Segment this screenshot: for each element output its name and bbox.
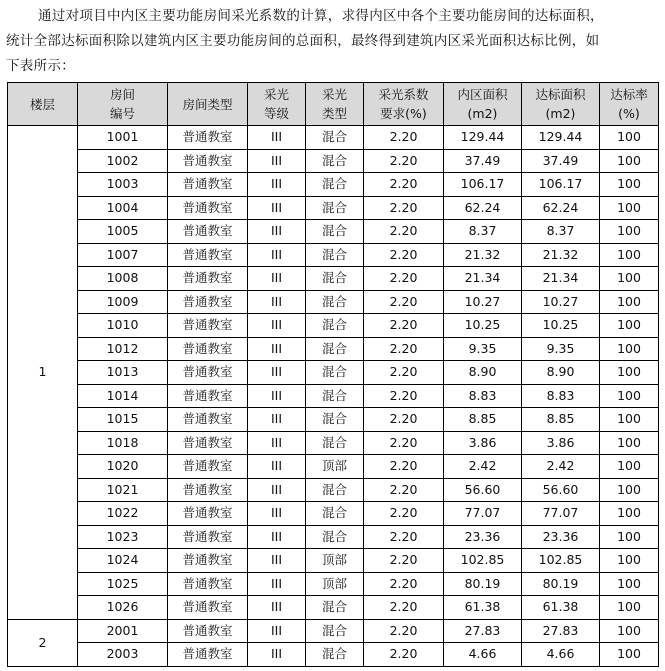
compliance-rate-cell: 100 [600,267,659,291]
compliance-rate-cell: 100 [600,337,659,361]
compliant-area-cell: 8.85 [522,408,600,432]
daylight-grade-cell: III [248,267,306,291]
inner-area-cell: 62.24 [444,196,522,220]
room-type-cell: 普通教室 [168,196,248,220]
requirement-cell: 2.20 [364,478,444,502]
inner-area-cell: 9.35 [444,337,522,361]
header-room-number: 房间 编号 [78,83,168,126]
requirement-cell: 2.20 [364,220,444,244]
daylight-grade-cell: III [248,619,306,643]
table-row [8,243,659,267]
daylight-type-cell: 混合 [306,643,364,667]
table-row [8,290,659,314]
compliant-area-cell: 62.24 [522,196,600,220]
daylight-type-cell: 混合 [306,290,364,314]
compliance-rate-cell: 100 [600,408,659,432]
requirement-cell: 2.20 [364,384,444,408]
requirement-cell: 2.20 [364,596,444,620]
table-row [8,149,659,173]
room-type-cell: 普通教室 [168,478,248,502]
daylight-type-cell: 混合 [306,173,364,197]
compliance-rate-cell: 100 [600,173,659,197]
compliant-area-cell: 23.36 [522,525,600,549]
inner-area-cell: 129.44 [444,126,522,150]
compliance-rate-cell: 100 [600,549,659,573]
header-daylight-requirement: 采光系数 要求(%) [364,83,444,126]
table-row [8,478,659,502]
requirement-cell: 2.20 [364,361,444,385]
table-row [8,619,659,643]
floor-cell: 2 [8,619,78,666]
requirement-cell: 2.20 [364,314,444,338]
daylight-grade-cell: III [248,596,306,620]
compliant-area-cell: 4.66 [522,643,600,667]
header-daylight-type: 采光 类型 [306,83,364,126]
compliance-rate-cell: 100 [600,196,659,220]
room-number-cell: 1005 [78,220,168,244]
compliant-area-cell: 21.32 [522,243,600,267]
daylight-type-cell: 顶部 [306,572,364,596]
inner-area-cell: 37.49 [444,149,522,173]
requirement-cell: 2.20 [364,619,444,643]
room-type-cell: 普通教室 [168,126,248,150]
daylight-grade-cell: III [248,290,306,314]
inner-area-cell: 102.85 [444,549,522,573]
compliance-rate-cell: 100 [600,314,659,338]
requirement-cell: 2.20 [364,196,444,220]
table-row [8,455,659,479]
compliance-rate-cell: 100 [600,619,659,643]
daylight-type-cell: 混合 [306,361,364,385]
compliance-rate-cell: 100 [600,361,659,385]
requirement-cell: 2.20 [364,643,444,667]
table-row [8,361,659,385]
room-type-cell: 普通教室 [168,408,248,432]
inner-area-cell: 8.90 [444,361,522,385]
room-number-cell: 1001 [78,126,168,150]
room-number-cell: 2001 [78,619,168,643]
table-row [8,431,659,455]
inner-area-cell: 23.36 [444,525,522,549]
table-row [8,314,659,338]
room-type-cell: 普通教室 [168,267,248,291]
room-number-cell: 1021 [78,478,168,502]
compliant-area-cell: 3.86 [522,431,600,455]
room-type-cell: 普通教室 [168,220,248,244]
daylight-type-cell: 混合 [306,408,364,432]
compliant-area-cell: 106.17 [522,173,600,197]
room-type-cell: 普通教室 [168,549,248,573]
table-row [8,196,659,220]
daylight-grade-cell: III [248,337,306,361]
daylight-type-cell: 顶部 [306,549,364,573]
daylight-type-cell: 混合 [306,502,364,526]
intro-paragraph [6,4,658,79]
daylight-grade-cell: III [248,572,306,596]
requirement-cell: 2.20 [364,243,444,267]
compliant-area-cell: 10.27 [522,290,600,314]
table-row [8,220,659,244]
inner-area-cell: 21.34 [444,267,522,291]
requirement-cell: 2.20 [364,408,444,432]
inner-area-cell: 77.07 [444,502,522,526]
inner-area-cell: 4.66 [444,643,522,667]
table-row [8,126,659,150]
daylight-type-cell: 混合 [306,619,364,643]
intro-line-3: 下表所示： [6,58,75,74]
inner-area-cell: 80.19 [444,572,522,596]
room-number-cell: 1014 [78,384,168,408]
compliance-rate-cell: 100 [600,596,659,620]
table-row [8,384,659,408]
room-type-cell: 普通教室 [168,596,248,620]
table-body [8,126,659,667]
compliance-rate-cell: 100 [600,478,659,502]
compliant-area-cell: 61.38 [522,596,600,620]
compliant-area-cell: 56.60 [522,478,600,502]
inner-area-cell: 106.17 [444,173,522,197]
daylight-type-cell: 混合 [306,431,364,455]
daylight-grade-cell: III [248,384,306,408]
room-number-cell: 1008 [78,267,168,291]
requirement-cell: 2.20 [364,431,444,455]
room-number-cell: 1003 [78,173,168,197]
room-type-cell: 普通教室 [168,337,248,361]
room-number-cell: 1002 [78,149,168,173]
room-number-cell: 1022 [78,502,168,526]
requirement-cell: 2.20 [364,267,444,291]
compliant-area-cell: 8.83 [522,384,600,408]
requirement-cell: 2.20 [364,549,444,573]
table-row [8,267,659,291]
room-type-cell: 普通教室 [168,361,248,385]
compliant-area-cell: 129.44 [522,126,600,150]
room-number-cell: 1023 [78,525,168,549]
compliance-rate-cell: 100 [600,290,659,314]
compliance-rate-cell: 100 [600,126,659,150]
inner-area-cell: 10.25 [444,314,522,338]
daylight-grade-cell: III [248,455,306,479]
header-inner-area: 内区面积 (m2) [444,83,522,126]
compliance-rate-cell: 100 [600,502,659,526]
daylight-grade-cell: III [248,502,306,526]
room-number-cell: 1025 [78,572,168,596]
room-type-cell: 普通教室 [168,619,248,643]
daylight-grade-cell: III [248,549,306,573]
intro-line-2: 统计全部达标面积除以建筑内区主要功能房间的总面积，最终得到建筑内区采光面积达标比例，如 [6,33,600,49]
room-type-cell: 普通教室 [168,384,248,408]
room-number-cell: 1009 [78,290,168,314]
header-compliance-rate: 达标率 (%) [600,83,659,126]
daylight-type-cell: 混合 [306,149,364,173]
compliant-area-cell: 102.85 [522,549,600,573]
room-type-cell: 普通教室 [168,502,248,526]
compliant-area-cell: 27.83 [522,619,600,643]
inner-area-cell: 8.83 [444,384,522,408]
compliance-rate-cell: 100 [600,220,659,244]
requirement-cell: 2.20 [364,502,444,526]
inner-area-cell: 2.42 [444,455,522,479]
requirement-cell: 2.20 [364,290,444,314]
header-room-type: 房间类型 [168,83,248,126]
room-number-cell: 1013 [78,361,168,385]
daylight-type-cell: 混合 [306,525,364,549]
inner-area-cell: 8.37 [444,220,522,244]
table-row [8,408,659,432]
daylight-grade-cell: III [248,149,306,173]
compliant-area-cell: 2.42 [522,455,600,479]
daylight-grade-cell: III [248,220,306,244]
daylight-type-cell: 混合 [306,196,364,220]
table-header-row [8,83,659,126]
header-compliant-area: 达标面积 (m2) [522,83,600,126]
compliance-rate-cell: 100 [600,643,659,667]
compliant-area-cell: 8.90 [522,361,600,385]
header-daylight-grade: 采光 等级 [248,83,306,126]
header-floor: 楼层 [8,83,78,126]
daylight-type-cell: 混合 [306,337,364,361]
daylight-type-cell: 混合 [306,243,364,267]
room-number-cell: 1015 [78,408,168,432]
inner-area-cell: 27.83 [444,619,522,643]
room-type-cell: 普通教室 [168,149,248,173]
daylight-type-cell: 顶部 [306,455,364,479]
floor-cell: 1 [8,126,78,620]
room-type-cell: 普通教室 [168,431,248,455]
table-row [8,502,659,526]
table-row [8,643,659,667]
room-type-cell: 普通教室 [168,290,248,314]
table-row [8,572,659,596]
daylight-type-cell: 混合 [306,478,364,502]
compliant-area-cell: 9.35 [522,337,600,361]
daylight-type-cell: 混合 [306,596,364,620]
requirement-cell: 2.20 [364,173,444,197]
room-type-cell: 普通教室 [168,455,248,479]
compliant-area-cell: 8.37 [522,220,600,244]
room-number-cell: 1018 [78,431,168,455]
inner-area-cell: 8.85 [444,408,522,432]
daylight-grade-cell: III [248,314,306,338]
compliance-rate-cell: 100 [600,455,659,479]
compliant-area-cell: 37.49 [522,149,600,173]
room-type-cell: 普通教室 [168,643,248,667]
inner-area-cell: 56.60 [444,478,522,502]
requirement-cell: 2.20 [364,525,444,549]
daylight-grade-cell: III [248,196,306,220]
room-type-cell: 普通教室 [168,243,248,267]
table-row [8,549,659,573]
room-number-cell: 1024 [78,549,168,573]
room-type-cell: 普通教室 [168,314,248,338]
requirement-cell: 2.20 [364,149,444,173]
compliance-rate-cell: 100 [600,149,659,173]
compliance-rate-cell: 100 [600,243,659,267]
daylight-grade-cell: III [248,525,306,549]
room-type-cell: 普通教室 [168,173,248,197]
daylight-grade-cell: III [248,408,306,432]
room-number-cell: 1007 [78,243,168,267]
room-number-cell: 1012 [78,337,168,361]
room-number-cell: 1026 [78,596,168,620]
table-row [8,596,659,620]
room-number-cell: 2003 [78,643,168,667]
table-row [8,525,659,549]
inner-area-cell: 3.86 [444,431,522,455]
intro-line-1: 通过对项目中内区主要功能房间采光系数的计算，求得内区中各个主要功能房间的达标面积， [38,8,604,24]
compliance-rate-cell: 100 [600,431,659,455]
daylight-grade-cell: III [248,173,306,197]
inner-area-cell: 21.32 [444,243,522,267]
inner-area-cell: 61.38 [444,596,522,620]
daylight-grade-cell: III [248,126,306,150]
daylight-type-cell: 混合 [306,267,364,291]
inner-area-cell: 10.27 [444,290,522,314]
daylight-compliance-table [7,82,659,667]
table-row [8,337,659,361]
daylight-type-cell: 混合 [306,126,364,150]
requirement-cell: 2.20 [364,455,444,479]
room-number-cell: 1004 [78,196,168,220]
daylight-grade-cell: III [248,431,306,455]
requirement-cell: 2.20 [364,572,444,596]
daylight-grade-cell: III [248,643,306,667]
daylight-type-cell: 混合 [306,314,364,338]
requirement-cell: 2.20 [364,337,444,361]
room-number-cell: 1020 [78,455,168,479]
daylight-grade-cell: III [248,243,306,267]
requirement-cell: 2.20 [364,126,444,150]
compliant-area-cell: 10.25 [522,314,600,338]
room-type-cell: 普通教室 [168,525,248,549]
room-number-cell: 1010 [78,314,168,338]
daylight-grade-cell: III [248,478,306,502]
compliant-area-cell: 77.07 [522,502,600,526]
daylight-type-cell: 混合 [306,220,364,244]
compliant-area-cell: 80.19 [522,572,600,596]
compliance-rate-cell: 100 [600,384,659,408]
compliant-area-cell: 21.34 [522,267,600,291]
room-type-cell: 普通教室 [168,572,248,596]
table-row [8,173,659,197]
daylight-grade-cell: III [248,361,306,385]
compliance-rate-cell: 100 [600,525,659,549]
compliance-rate-cell: 100 [600,572,659,596]
daylight-type-cell: 混合 [306,384,364,408]
